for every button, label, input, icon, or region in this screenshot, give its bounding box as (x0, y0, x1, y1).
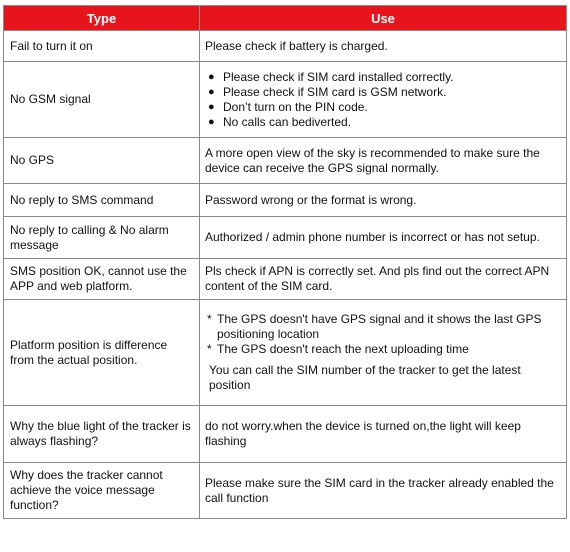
type-cell: No reply to SMS command (4, 184, 200, 217)
type-cell: No GSM signal (4, 62, 200, 138)
asterisk-icon: * (207, 342, 212, 356)
type-cell: Fail to turn it on (4, 31, 200, 62)
use-cell (200, 62, 567, 138)
star-item (205, 312, 561, 342)
position-note: You can call the SIM number of the tracker to get the latest position (209, 363, 521, 392)
bullet-item (205, 100, 561, 115)
use-cell: Please make sure the SIM card in the tracker already enabled the call function (200, 463, 567, 519)
bullet-icon: ● (208, 115, 215, 128)
use-cell: Password wrong or the format is wrong. (200, 184, 567, 217)
use-cell: do not worry.when the device is turned on,the light will keep flashing (200, 406, 567, 463)
bullet-item (205, 85, 561, 100)
use-cell: Authorized / admin phone number is incorrect or has not setup. (200, 217, 567, 259)
use-cell: Please check if battery is charged. (200, 31, 567, 62)
bullet-icon: ● (208, 85, 215, 98)
bullet-item (205, 70, 561, 85)
star-text: The GPS doesn't have GPS signal and it shows the last GPS positioning location (217, 312, 542, 341)
bullet-text: Please check if SIM card is GSM network. (223, 84, 447, 99)
bullet-list (205, 70, 561, 130)
type-cell: SMS position OK, cannot use the APP and web platform. (4, 259, 200, 300)
header-type: Type (4, 6, 200, 31)
type-cell: No GPS (4, 138, 200, 184)
header-use: Use (200, 6, 567, 31)
type-cell: Why does the tracker cannot achieve the voice message function? (4, 463, 200, 519)
use-cell: Pls check if APN is correctly set. And pls find out the correct APN content of the SIM card. (200, 259, 567, 300)
table-row (4, 463, 567, 519)
table-row (4, 217, 567, 259)
star-list (205, 312, 561, 357)
troubleshooting-table (3, 5, 567, 519)
table-row (4, 259, 567, 300)
bullet-text: Please check if SIM card installed correctly. (223, 69, 454, 84)
type-cell: Why the blue light of the tracker is always flashing? (4, 406, 200, 463)
table-row (4, 138, 567, 184)
asterisk-icon: * (207, 312, 212, 326)
use-cell (200, 300, 567, 406)
table-row (4, 62, 567, 138)
use-cell: A more open view of the sky is recommended to make sure the device can receive the GPS signal normally. (200, 138, 567, 184)
bullet-icon: ● (208, 70, 215, 83)
table-row (4, 300, 567, 406)
troubleshooting-table-wrapper (3, 5, 566, 519)
bullet-text: No calls can bediverted. (223, 114, 352, 129)
star-text: The GPS doesn't reach the next uploading time (217, 342, 469, 356)
star-item (205, 342, 561, 357)
bullet-text: Don’t turn on the PIN code. (223, 99, 368, 114)
table-row (4, 184, 567, 217)
header-row (4, 6, 567, 31)
type-cell: No reply to calling & No alarm message (4, 217, 200, 259)
bullet-item (205, 115, 561, 130)
type-cell: Platform position is difference from the actual position. (4, 300, 200, 406)
bullet-icon: ● (208, 100, 215, 113)
table-row (4, 406, 567, 463)
table-row (4, 31, 567, 62)
